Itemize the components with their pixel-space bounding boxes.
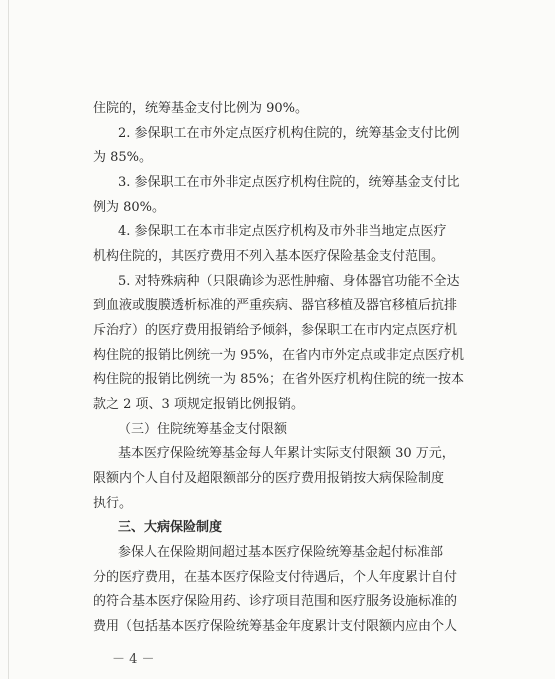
text-line: 3. 参保职工在市外非定点医疗机构住院的，统筹基金支付比 <box>118 175 460 190</box>
text-line: 到血液或腹膜透析标准的严重疾病、器官移植及器官移植后抗排 <box>93 298 458 313</box>
text-line: 基本医疗保险统筹基金每人年累计实际支付限额 30 万元， <box>118 446 455 461</box>
text-line: 的符合基本医疗保险用药、诊疗项目范围和医疗服务设施标准的 <box>93 594 458 609</box>
text-line: 构住院的报销比例统一为 95%，在省内市外定点或非定点医疗机 <box>93 348 465 363</box>
section-subheading: （三）住院统筹基金支付限额 <box>118 422 288 437</box>
page-crease <box>8 0 9 679</box>
text-line: 住院的，统筹基金支付比例为 90%。 <box>93 101 309 116</box>
text-line: 款之 2 项、3 项规定报销比例报销。 <box>93 397 304 412</box>
text-line: 例为 80%。 <box>93 200 166 215</box>
text-line: 构住院的报销比例统一为 85%；在省外医疗机构住院的统一按本 <box>93 372 465 387</box>
text-line: 为 85%。 <box>93 150 153 165</box>
page-number: － 4 － <box>112 652 155 667</box>
text-line: 分的医疗费用，在基本医疗保险支付待遇后，个人年度累计自付 <box>93 570 458 585</box>
text-line: 限额内个人自付及超限额部分的医疗费用报销按大病保险制度 <box>93 471 445 486</box>
text-line: 参保人在保险期间超过基本医疗保险统筹基金起付标准部 <box>118 545 444 560</box>
text-line: 费用（包括基本医疗保险统筹基金年度累计支付限额内应由个人 <box>93 619 458 634</box>
text-line: 斥治疗）的医疗费用报销给予倾斜，参保职工在市内定点医疗机 <box>93 323 458 338</box>
text-line: 5. 对特殊病种（只限确诊为恶性肿瘤、身体器官功能不全达 <box>118 274 460 289</box>
text-line: 机构住院的，其医疗费用不列入基本医疗保险基金支付范围。 <box>93 249 445 264</box>
text-line: 执行。 <box>93 496 133 511</box>
section-heading: 三、大病保险制度 <box>118 520 223 535</box>
text-line: 2. 参保职工在市外定点医疗机构住院的，统筹基金支付比例 <box>118 126 460 141</box>
text-line: 4. 参保职工在本市非定点医疗机构及市外非当地定点医疗 <box>118 224 447 239</box>
